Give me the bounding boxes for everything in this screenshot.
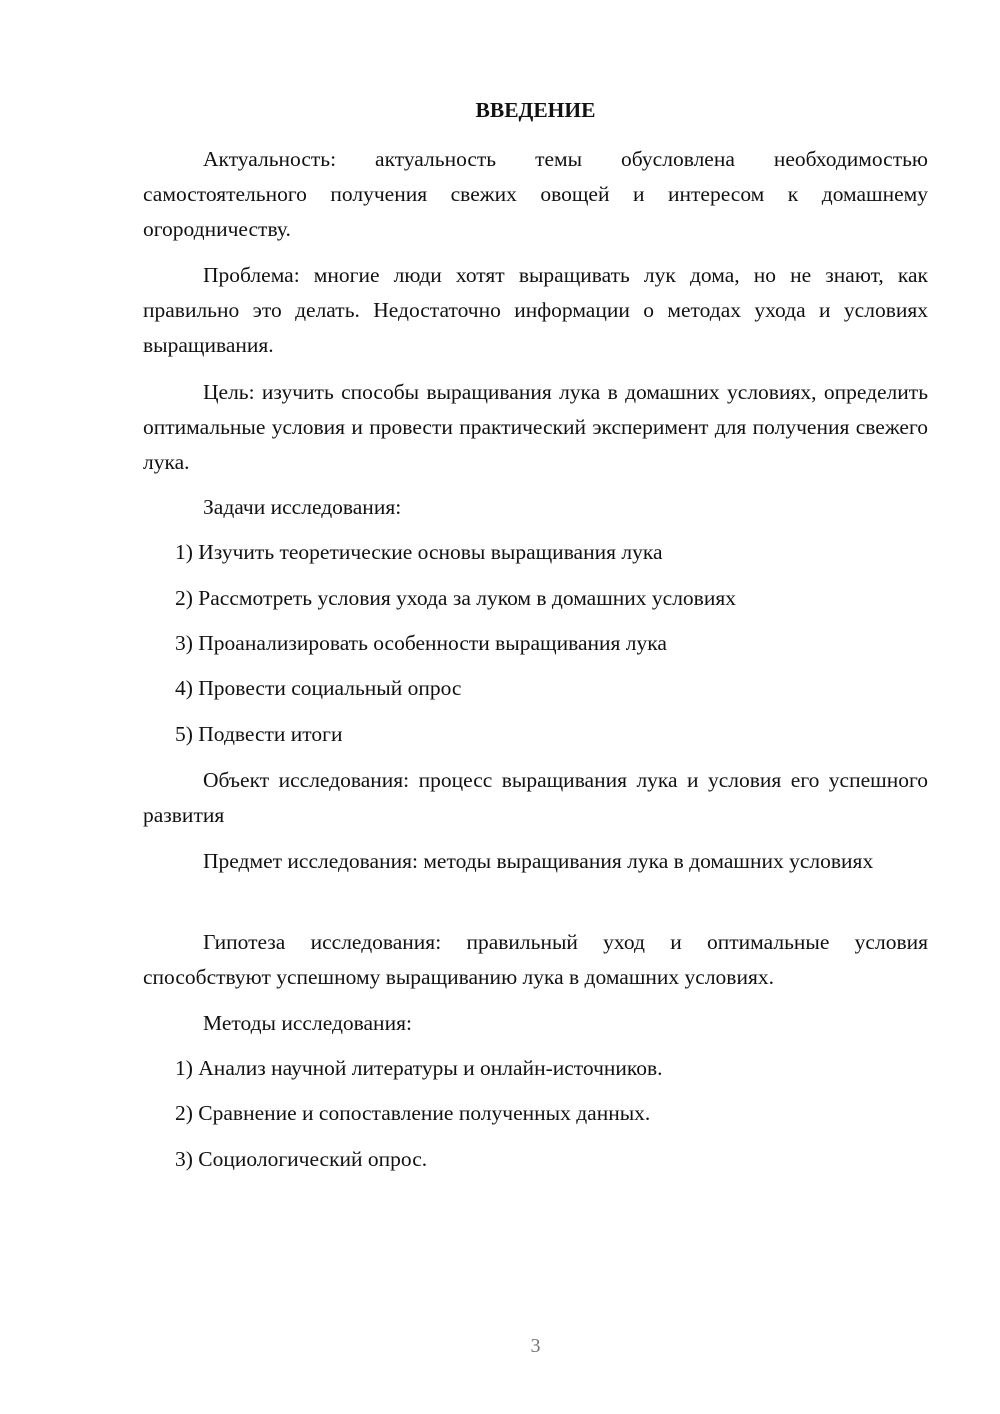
- task-item: 4) Провести социальный опрос: [175, 676, 462, 700]
- method-item: 1) Анализ научной литературы и онлайн-источников.: [175, 1056, 663, 1080]
- method-item: 2) Сравнение и сопоставление полученных данных.: [175, 1101, 651, 1125]
- section-heading: ВВЕДЕНИЕ: [475, 98, 596, 122]
- task-item: 1) Изучить теоретические основы выращивания лука: [175, 540, 663, 564]
- page-number: 3: [530, 1335, 541, 1357]
- task-item: 3) Проанализировать особенности выращивания лука: [175, 631, 667, 655]
- object-paragraph: Объект исследования: процесс выращивания лука и условия его успешного развития: [143, 768, 928, 827]
- subject-paragraph: Предмет исследования: методы выращивания лука в домашних условиях: [203, 849, 874, 873]
- task-item: 2) Рассмотреть условия ухода за луком в домашних условиях: [175, 586, 736, 610]
- problem-paragraph: Проблема: многие люди хотят выращивать лук дома, но не знают, как правильно это делать. Недостаточно информации о методах ухода и условиях выращивания.: [143, 263, 928, 357]
- relevance-paragraph: Актуальность: актуальность темы обусловлена необходимостью самостоятельного получения свежих овощей и интересом к домашнему огородничеству.: [143, 147, 928, 241]
- methods-title: Методы исследования:: [203, 1011, 412, 1035]
- hypothesis-paragraph: Гипотеза исследования: правильный уход и оптимальные условия способствуют успешному выращиванию лука в домашних условиях.: [143, 930, 928, 989]
- task-item: 5) Подвести итоги: [175, 722, 343, 746]
- goal-paragraph: Цель: изучить способы выращивания лука в домашних условиях, определить оптимальные условия и провести практический эксперимент для получения свежего лука.: [143, 380, 928, 474]
- tasks-title: Задачи исследования:: [203, 495, 402, 519]
- method-item: 3) Социологический опрос.: [175, 1147, 428, 1171]
